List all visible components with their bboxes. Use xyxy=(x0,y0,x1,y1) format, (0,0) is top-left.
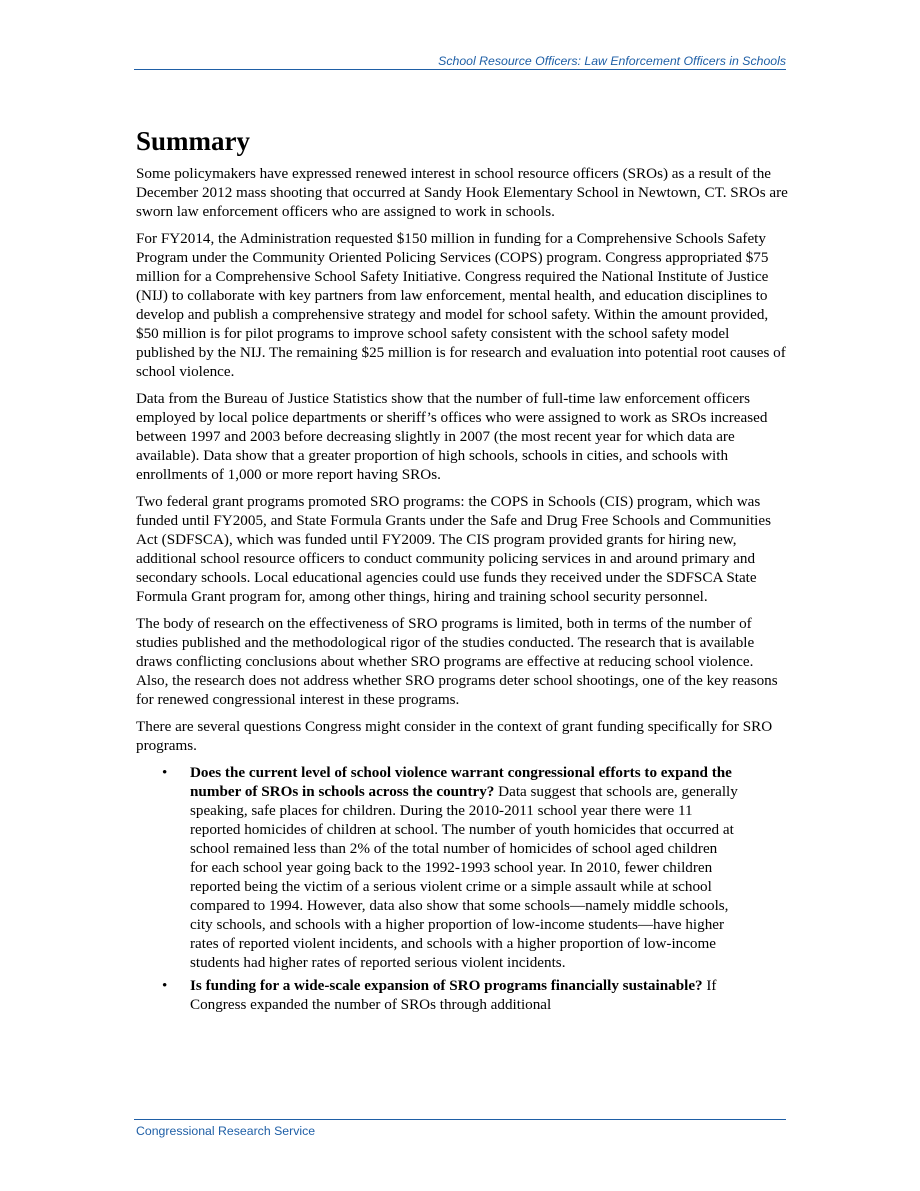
running-header: School Resource Officers: Law Enforcement Officers in Schools xyxy=(438,54,786,68)
list-item xyxy=(136,763,788,972)
questions-list xyxy=(136,763,788,1014)
running-footer: Congressional Research Service xyxy=(136,1124,316,1138)
paragraph: Two federal grant programs promoted SRO programs: the COPS in Schools (CIS) program, which was funded until FY2005, and State Formula Grants under the Safe and Drug Free Schools and Communities Act (SDFSCA), which was funded until FY2009. The CIS program provided grants for hiring new, additional school resource officers to conduct community policing services in and around primary and secondary schools. Local educational agencies could use funds they received under the SDFSCA State Formula Grant program for, among other things, hiring and training school security personnel. xyxy=(136,493,771,605)
paragraph: The body of research on the effectiveness of SRO programs is limited, both in terms of the number of studies published and the methodological rigor of the studies conducted. The research that is available draws conflicting conclusions about whether SRO programs are effective at reducing school violence. Also, the research does not address whether SRO programs deter school shootings, one of the key reasons for renewed congressional interest in these programs. xyxy=(136,615,778,708)
section-title: Summary xyxy=(136,126,250,156)
paragraph: Data from the Bureau of Justice Statistics show that the number of full-time law enforcement officers employed by local police departments or sheriff’s offices who were assigned to work as SROs increased between 1997 and 2003 before decreasing slightly in 2007 (the most recent year for which data are available). Data show that a greater proportion of high schools, schools in cities, and schools with enrollments of 1,000 or more report having SROs. xyxy=(136,390,768,483)
header-divider xyxy=(134,69,786,70)
footer-divider xyxy=(134,1119,786,1120)
list-item xyxy=(136,976,788,1014)
paragraph: There are several questions Congress might consider in the context of grant funding specifically for SRO programs. xyxy=(136,718,773,754)
question-heading: Is funding for a wide-scale expansion of SRO programs financially sustainable? xyxy=(190,977,703,994)
paragraph: Some policymakers have expressed renewed interest in school resource officers (SROs) as a result of the December 2012 mass shooting that occurred at Sandy Hook Elementary School in Newtown, CT. SROs are sworn law enforcement officers who are assigned to work in schools. xyxy=(136,165,788,220)
question-heading: Does the current level of school violence warrant congressional efforts to expand the number of SROs in schools across the country? xyxy=(190,764,732,800)
question-text: If Congress expanded the number of SROs through additional xyxy=(190,977,717,1013)
question-text: Data suggest that schools are, generally speaking, safe places for children. During the 2010-2011 school year there were 11 reported homicides of children at school. The number of youth homicides that occurred at school remained less than 2% of the total number of homicides of school aged children for each school year going back to the 1992-1993 school year. In 2010, fewer children reported being the victim of a serious violent crime or a simple assault while at school compared to 1994. However, data also show that some schools—namely middle schools, city schools, and schools with a higher proportion of low-income students—have higher rates of reported violent incidents, and schools with a higher proportion of low-income students had higher rates of reported serious violent incidents. xyxy=(190,783,738,971)
bullet-icon: • xyxy=(162,977,168,994)
paragraph: For FY2014, the Administration requested $150 million in funding for a Comprehensive Schools Safety Program under the Community Oriented Policing Services (COPS) program. Congress appropriated $75 million for a Comprehensive School Safety Initiative. Congress required the National Institute of Justice (NIJ) to collaborate with key partners from law enforcement, mental health, and education disciplines to develop and publish a comprehensive strategy and model for school safety. Within the amount provided, $50 million is for pilot programs to improve school safety consistent with the school safety model published by the NIJ. The remaining $25 million is for research and evaluation into potential root causes of school violence. xyxy=(136,230,786,380)
bullet-icon: • xyxy=(162,764,168,781)
page-content xyxy=(136,124,788,1018)
